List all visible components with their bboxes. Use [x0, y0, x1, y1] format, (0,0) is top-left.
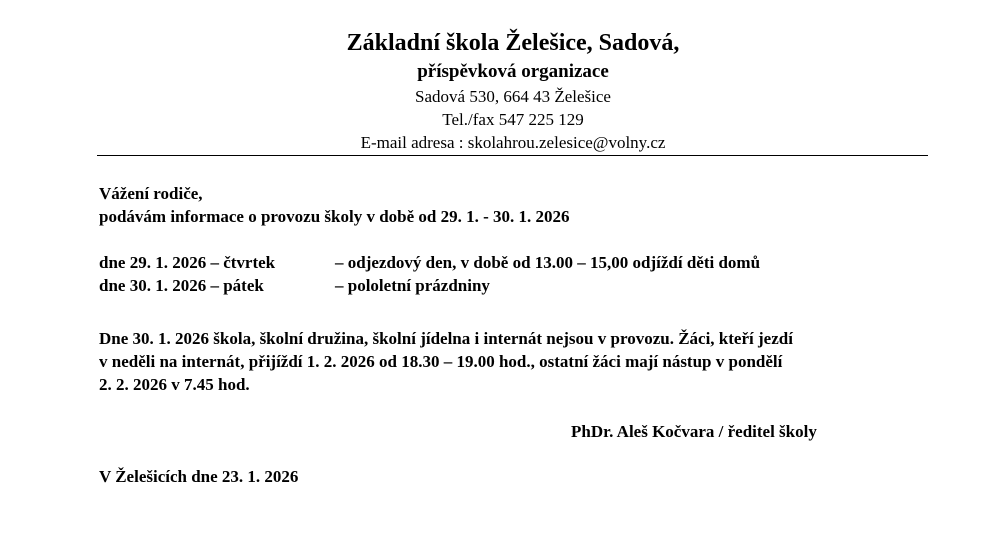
notice-line: Dne 30. 1. 2026 škola, školní družina, školní jídelna i internát nejsou v provozu. Žáci, kteří jezdí	[99, 329, 793, 348]
header-divider	[97, 155, 928, 156]
schedule-description: – odjezdový den, v době od 13.00 – 15,00 odjíždí děti domů	[335, 253, 761, 272]
signature: PhDr. Aleš Kočvara / ředitel školy	[571, 422, 817, 441]
place-and-date: V Želešicích dne 23. 1. 2026	[99, 467, 299, 486]
schedule-list	[99, 251, 939, 297]
salutation: Vážení rodiče,	[99, 184, 203, 203]
notice-paragraph	[99, 327, 929, 396]
notice-line: v neděli na internát, přijíždí 1. 2. 2026 od 18.30 – 19.00 hod., ostatní žáci mají nástup v pondělí	[99, 352, 783, 371]
school-name: Základní škola Želešice, Sadová,	[346, 30, 680, 56]
schedule-date: dne 30. 1. 2026 – pátek	[99, 276, 264, 295]
school-email: E-mail adresa : skolahrou.zelesice@volny.cz	[360, 133, 666, 152]
schedule-description: – pololetní prázdniny	[335, 276, 490, 295]
letterhead	[0, 28, 982, 154]
notice-line: 2. 2. 2026 v 7.45 hod.	[99, 375, 250, 394]
organization-type: příspěvková organizace	[417, 61, 609, 82]
schedule-item	[99, 251, 939, 274]
schedule-date: dne 29. 1. 2026 – čtvrtek	[99, 253, 276, 272]
schedule-item	[99, 274, 939, 297]
school-phone: Tel./fax 547 225 129	[442, 110, 584, 129]
school-address: Sadová 530, 664 43 Želešice	[415, 87, 611, 106]
greeting-block	[99, 182, 939, 228]
intro-line: podávám informace o provozu školy v době od 29. 1. - 30. 1. 2026	[99, 207, 570, 226]
